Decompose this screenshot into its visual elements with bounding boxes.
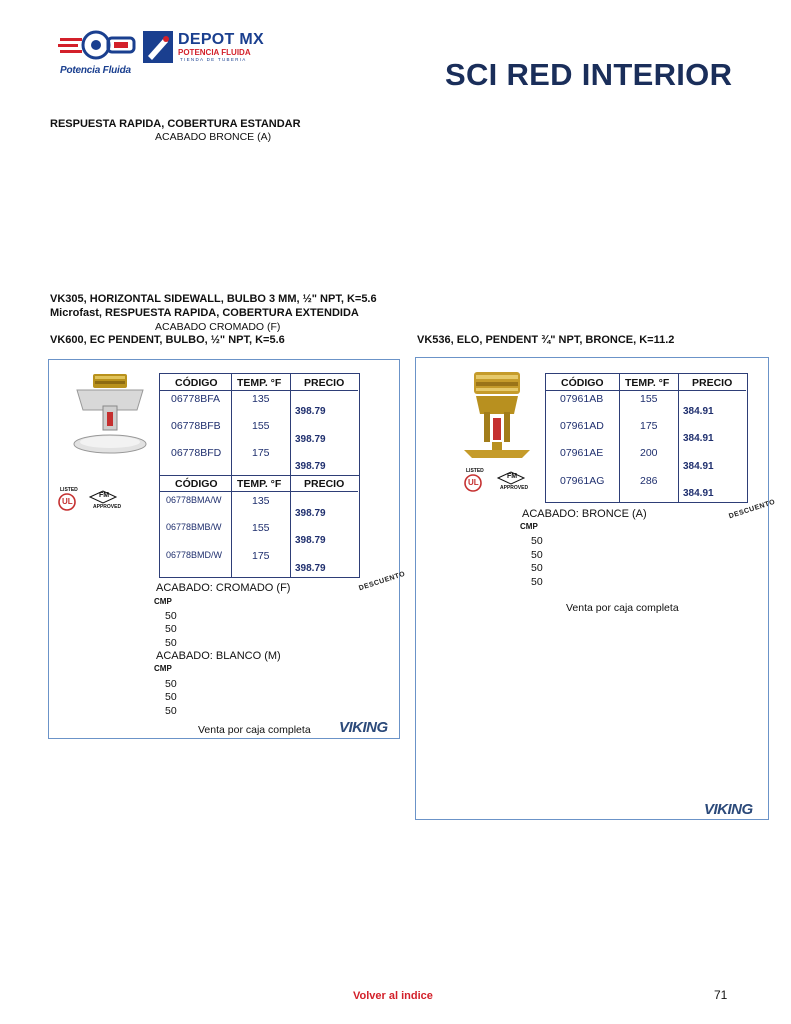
table-cell-temp: 200 — [640, 447, 658, 459]
vk536-title: VK536, ELO, PENDENT ¾" NPT, BRONCE, K=11.2 — [417, 334, 675, 346]
cmp-value: 50 — [531, 576, 543, 588]
table-cell-code: 06778BMB/W — [166, 522, 222, 532]
depot-mx-subtitle: POTENCIA FLUIDA — [178, 48, 251, 57]
depot-mx-title: DEPOT MX — [178, 31, 264, 48]
cmp-label: CMP — [154, 597, 172, 606]
table-divider — [160, 390, 358, 391]
venta-caja-completa: Venta por caja completa — [198, 724, 311, 736]
potencia-fluida-text: Potencia Fluida — [60, 65, 131, 76]
table-header-codigo: CÓDIGO — [175, 478, 218, 490]
volver-al-indice-link[interactable]: Volver al indice — [353, 990, 433, 1002]
approved-label: APPROVED — [500, 485, 529, 491]
table-cell-code: 07961AD — [560, 420, 604, 432]
table-cell-temp: 175 — [640, 420, 658, 432]
table-header-codigo: CÓDIGO — [175, 377, 218, 389]
table-divider — [619, 374, 620, 502]
table-cell-price: 398.79 — [295, 563, 326, 574]
cromado-subtitle: ACABADO CROMADO (F) — [155, 321, 281, 333]
table-header-precio: PRECIO — [304, 478, 345, 490]
depot-mx-icon — [142, 30, 174, 64]
table-cell-price: 398.79 — [295, 508, 326, 519]
fm-label: FM — [99, 492, 110, 499]
section1-title: RESPUESTA RAPIDA, COBERTURA ESTANDAR — [50, 118, 301, 130]
ul-label: UL — [468, 478, 479, 487]
descuento-label: DESCUENTO — [358, 570, 407, 593]
cmp-value: 50 — [165, 678, 177, 690]
cmp-value: 50 — [165, 637, 177, 649]
table-header-precio: PRECIO — [304, 377, 345, 389]
table-cell-code: 06778BMD/W — [166, 550, 223, 560]
table-cell-code: 06778BFD — [171, 447, 222, 459]
table-cell-temp: 155 — [252, 522, 270, 534]
viking-logo: VIKING — [339, 719, 388, 736]
table-header-temp: TEMP. °F — [237, 377, 282, 389]
cmp-value: 50 — [165, 691, 177, 703]
approved-label: APPROVED — [93, 504, 122, 510]
table-cell-price: 398.79 — [295, 406, 326, 417]
table-cell-temp: 175 — [252, 447, 270, 459]
cmp-value: 50 — [531, 549, 543, 561]
depot-mx-tagline: TIENDA DE TUBERIA — [180, 57, 247, 62]
table-cell-temp: 175 — [252, 550, 270, 562]
table-cell-code: 07961AB — [560, 393, 604, 405]
acabado-blanco: ACABADO: BLANCO (M) — [156, 650, 281, 662]
table-cell-price: 398.79 — [295, 434, 326, 445]
table-cell-code: 07961AG — [560, 475, 605, 487]
table-cell-price: 384.91 — [683, 461, 714, 472]
cmp-value: 50 — [531, 535, 543, 547]
table-divider — [160, 491, 358, 492]
vk305-title: VK305, HORIZONTAL SIDEWALL, BULBO 3 MM, ½" NPT, K=5.6 — [50, 293, 377, 305]
vk600-sprinkler-image — [65, 370, 155, 458]
page-title: SCI RED INTERIOR — [445, 57, 733, 92]
ul-label: UL — [62, 497, 73, 506]
cmp-value: 50 — [531, 562, 543, 574]
table-cell-temp: 135 — [252, 495, 270, 507]
vk600-title: VK600, EC PENDENT, BULBO, ½" NPT, K=5.6 — [50, 334, 285, 346]
table-divider — [678, 374, 679, 502]
acabado-cromado: ACABADO: CROMADO (F) — [156, 582, 291, 594]
vk536-sprinkler-image — [462, 368, 532, 464]
table-header-temp: TEMP. °F — [625, 377, 670, 389]
cmp-value: 50 — [165, 610, 177, 622]
table-cell-code: 07961AE — [560, 447, 604, 459]
listed-label: LISTED — [60, 487, 78, 493]
table-header-precio: PRECIO — [692, 377, 733, 389]
page-number: 71 — [714, 988, 728, 1002]
viking-logo: VIKING — [704, 801, 753, 818]
table-cell-temp: 155 — [640, 393, 658, 405]
cmp-value: 50 — [165, 623, 177, 635]
table-cell-temp: 286 — [640, 475, 658, 487]
descuento-label: DESCUENTO — [728, 498, 777, 521]
microfast-title: Microfast, RESPUESTA RAPIDA, COBERTURA EXTENDIDA — [50, 307, 359, 319]
table-cell-price: 398.79 — [295, 535, 326, 546]
table-cell-code: 06778BFA — [171, 393, 221, 405]
table-cell-price: 384.91 — [683, 406, 714, 417]
table-cell-price: 384.91 — [683, 488, 714, 499]
venta-caja-completa: Venta por caja completa — [566, 602, 679, 614]
table-divider — [546, 390, 746, 391]
table-header-codigo: CÓDIGO — [561, 377, 604, 389]
cmp-label: CMP — [154, 664, 172, 673]
section1-subtitle: ACABADO BRONCE (A) — [155, 131, 272, 143]
listed-label: LISTED — [466, 468, 484, 474]
cmp-value: 50 — [165, 705, 177, 717]
cmp-label: CMP — [520, 522, 538, 531]
table-cell-price: 384.91 — [683, 433, 714, 444]
table-header-temp: TEMP. °F — [237, 478, 282, 490]
table-cell-price: 398.79 — [295, 461, 326, 472]
acabado-bronce: ACABADO: BRONCE (A) — [522, 508, 647, 520]
fm-label: FM — [507, 473, 518, 480]
table-cell-code: 06778BFB — [171, 420, 221, 432]
table-cell-temp: 155 — [252, 420, 270, 432]
table-cell-code: 06778BMA/W — [166, 495, 222, 505]
table-cell-temp: 135 — [252, 393, 270, 405]
